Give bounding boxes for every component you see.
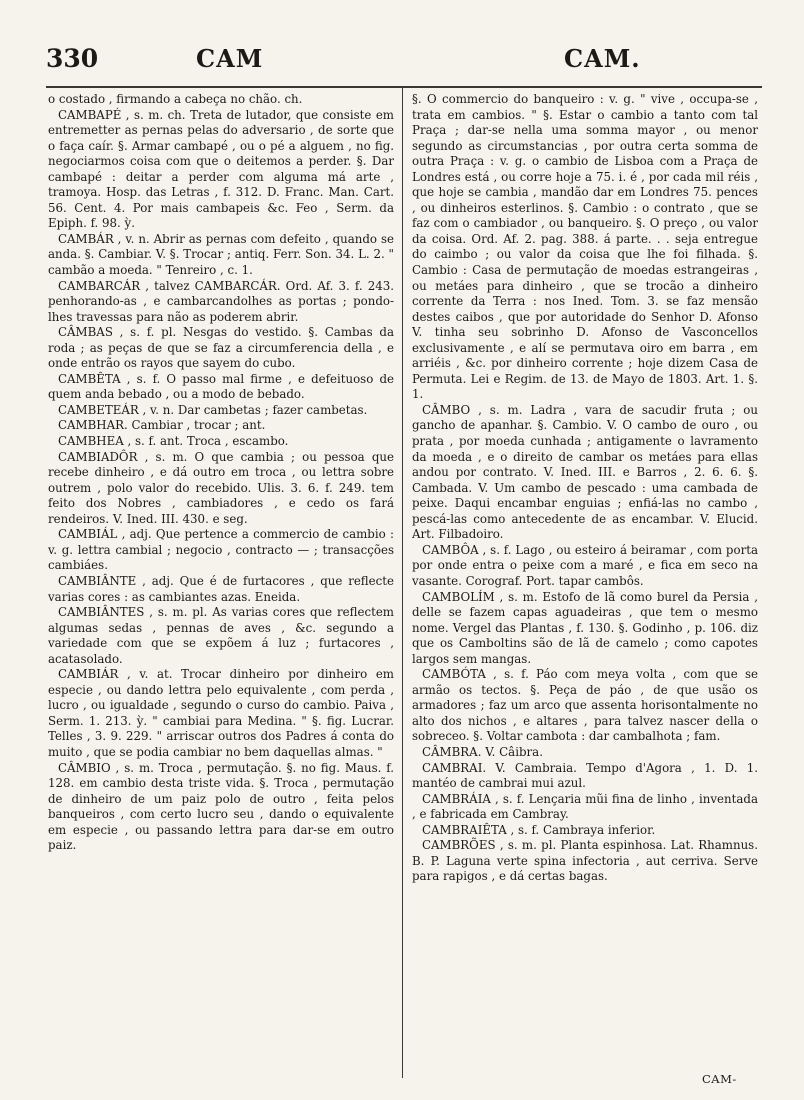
dictionary-entry: §. O commercio do banqueiro : v. g. " vive , occupa-se , trata em cambios. " §. Estar o cambio a tanto com tal Praça ; dar-se nella uma somma mayor , ou menor segundo as circumstancias , por outra certa somma de outra Praça : v. g. o cambio de Lisboa com a Praça de Londres está , ou corre hoje a 75. i. é , por cada mil réis , que hoje se cambia , mandão dar em Londres 75. pences , ou dinheiros esterlinos. §. Cambio : o contrato , que se faz com o cambiador , ou banqueiro. §. O preço , ou valor da coisa. Ord. Af. 2. pag. 388. á parte. . . seja entregue do caimbo ; ou valor da coisa que lhe foi filhada. §. Cambio : Casa de permutação de moedas estrangeiras , ou metáes para dinheiro , que se trocão a dinheiro corrente da Terra : nos Ined. Tom. 3. se faz mensão destes caibos , que por autoridade do Senhor D. Afonso V. tinha seu sobrinho D. Afonso de Vasconcellos exclusivamente , e alí se permutava oiro em barra , em arriéis , &c. por dinheiro corrente ; hoje dizem Casa de Permuta. Lei e Regim. de 13. de Mayo de 1803. Art. 1. §. 1. <box>412 92 758 402</box>
dictionary-entry: CÂMBRA. V. Câibra. <box>422 744 543 759</box>
right-column <box>412 92 758 1088</box>
dictionary-entry: CAMBOLÍM , s. m. Estofo de lã como burel da Persia , delle se fazem capas aguadeiras , que tem o mesmo nome. Vergel das Plantas , f. 130. §. Godinho , p. 106. diz que os Camboltins são de lã de camelo ; como capotes largos sem mangas. <box>412 589 758 666</box>
dictionary-entry: CAMBIÁR , v. at. Trocar dinheiro por dinheiro em especie , ou dando lettra pelo equivalente , com perda , lucro , ou igualdade , segundo o curso do cambio. Paiva , Serm. 1. 213. ỳ. " cambiai para Medina. " §. fig. Lucrar. Telles , 3. 9. 229. " arriscar outros dos Padres á conta do muito , que se podia cambiar no bem daquellas almas. " <box>48 667 394 759</box>
dictionary-entry: CAMBRAI. V. Cambraia. Tempo d'Agora , 1. D. 1. mantéo de cambrai mui azul. <box>412 760 758 791</box>
dictionary-entry: CAMBAPÉ , s. m. ch. Treta de lutador, que consiste em entremetter as pernas pelas do adversario , de sorte que o faça caír. §. Armar cambapé , ou o pé a alguem , no fig. negociarmos coisa com que o deitemos a perder. §. Dar cambapé : deitar a perder com alguma má arte , tramoya. Hosp. das Letras , f. 312. D. Franc. Man. Cart. 56. Cent. 4. Por mais cambapeis &c. Feo , Serm. da Epiph. f. 98. ỳ. <box>48 107 394 231</box>
page-number: 330 <box>46 44 99 73</box>
page-header <box>46 40 762 80</box>
dictionary-entry: CAMBÊTA , s. f. O passo mal firme , e defeituoso de quem anda bebado , ou a modo de bebado. <box>48 371 394 402</box>
dictionary-entry: CAMBRÕES , s. m. pl. Planta espinhosa. Lat. Rhamnus. B. P. Laguna verte spina infectoria , aut cerriva. Serve para rapigos , e dá certas bagas. <box>412 838 758 884</box>
dictionary-entry: CAMBRÁIA , s. f. Lençaria mũi fina de linho , inventada , e fabricada em Cambray. <box>412 791 758 822</box>
column-divider <box>402 88 403 1078</box>
catchword: CAM- <box>702 1072 737 1086</box>
dictionary-entry: CAMBIÁL , adj. Que pertence a commercio de cambio : v. g. lettra cambial ; negocio , contracto — ; transacções cambiáes. <box>48 527 394 573</box>
dictionary-entry: CAMBIÂNTE , adj. Que é de furtacores , que reflecte varias cores : as cambiantes azas. Eneida. <box>48 573 394 604</box>
left-column <box>48 92 394 1088</box>
running-head-right: CAM. <box>564 44 641 73</box>
dictionary-entry: CAMBÁR , v. n. Abrir as pernas com defeito , quando se anda. §. Cambiar. V. §. Trocar ; antiq. Ferr. Son. 34. L. 2. " cambão a moeda. " Tenreiro , c. 1. <box>48 231 394 278</box>
dictionary-entry: CAMBETEÁR , v. n. Dar cambetas ; fazer cambetas. <box>58 402 368 417</box>
dictionary-entry: CAMBÔA , s. f. Lago , ou esteiro á beiramar , com porta por onde entra o peixe com a maré , e fica em seco na vasante. Corograf. Port. tapar cambôs. <box>412 542 758 588</box>
dictionary-entry: CÂMBO , s. m. Ladra , vara de sacudir fruta ; ou gancho de apanhar. §. Cambio. V. O cambo de ouro , ou prata , por moeda cunhada ; antigamente o lavramento da moeda , e o direito de cambar os metáes para ellas andou por contrato. V. Ined. III. e Barros , 2. 6. 6. §. Cambada. V. Um cambo de pescado : uma cambada de peixe. Daqui encambar enguias ; enfiá-las no cambo , pescá-las como antecedente de as encambar. V. Elucid. Art. Filbadoiro. <box>412 402 758 542</box>
header-rule <box>46 86 762 88</box>
dictionary-entry: CAMBIÂNTES , s. m. pl. As varias cores que reflectem algumas sedas , pennas de aves , &c. segundo a variedade com que se expõem á luz ; furtacores , acatasolado. <box>48 605 394 666</box>
dictionary-entry: CÂMBIO , s. m. Troca , permutação. §. no fig. Maus. f. 128. em cambio desta triste vida. §. Troca , permutação de dinheiro de um paiz polo de outro , feita pelos banqueiros , com certo lucro seu , dando o equivalente em especie , ou passando lettra para dar-se em outro paiz. <box>48 760 394 853</box>
dictionary-entry: CAMBARCÁR , talvez CAMBARCÁR. Ord. Af. 3. f. 243. penhorando-as , e cambarcandolhes as portas ; pondo-lhes travessas para não as poderem abrir. <box>48 278 394 324</box>
dictionary-entry: CAMBIADÔR , s. m. O que cambia ; ou pessoa que recebe dinheiro , e dá outro em troca , ou lettra sobre outrem , polo valor do recebido. Ulis. 3. 6. f. 249. tem feito dos Nobres , cambiadores , e cedo os fará rendeiros. V. Ined. III. 430. e seg. <box>48 449 394 526</box>
dictionary-entry: CAMBRAIÊTA , s. f. Cambraya inferior. <box>422 822 656 837</box>
dictionary-entry: CÂMBAS , s. f. pl. Nesgas do vestido. §. Cambas da roda ; as peças de que se faz a circumferencia della , e onde entrão os rayos que sayem do cubo. <box>48 325 394 371</box>
dictionary-entry: CAMBHAR. Cambiar , trocar ; ant. <box>58 418 266 433</box>
running-head-left: CAM <box>196 44 264 73</box>
dictionary-entry: CAMBÓTA , s. f. Páo com meya volta , com que se armão os tectos. §. Peça de páo , de que usão os armadores ; faz um arco que assenta horisontalmente no alto dos nichos , e altares , para talvez nascer della o sobreceo. §. Voltar cambota : dar cambalhota ; fam. <box>412 667 758 744</box>
dictionary-entry: o costado , firmando a cabeça no chão. ch. <box>48 92 303 106</box>
dictionary-entry: CAMBHEA , s. f. ant. Troca , escambo. <box>58 434 289 449</box>
